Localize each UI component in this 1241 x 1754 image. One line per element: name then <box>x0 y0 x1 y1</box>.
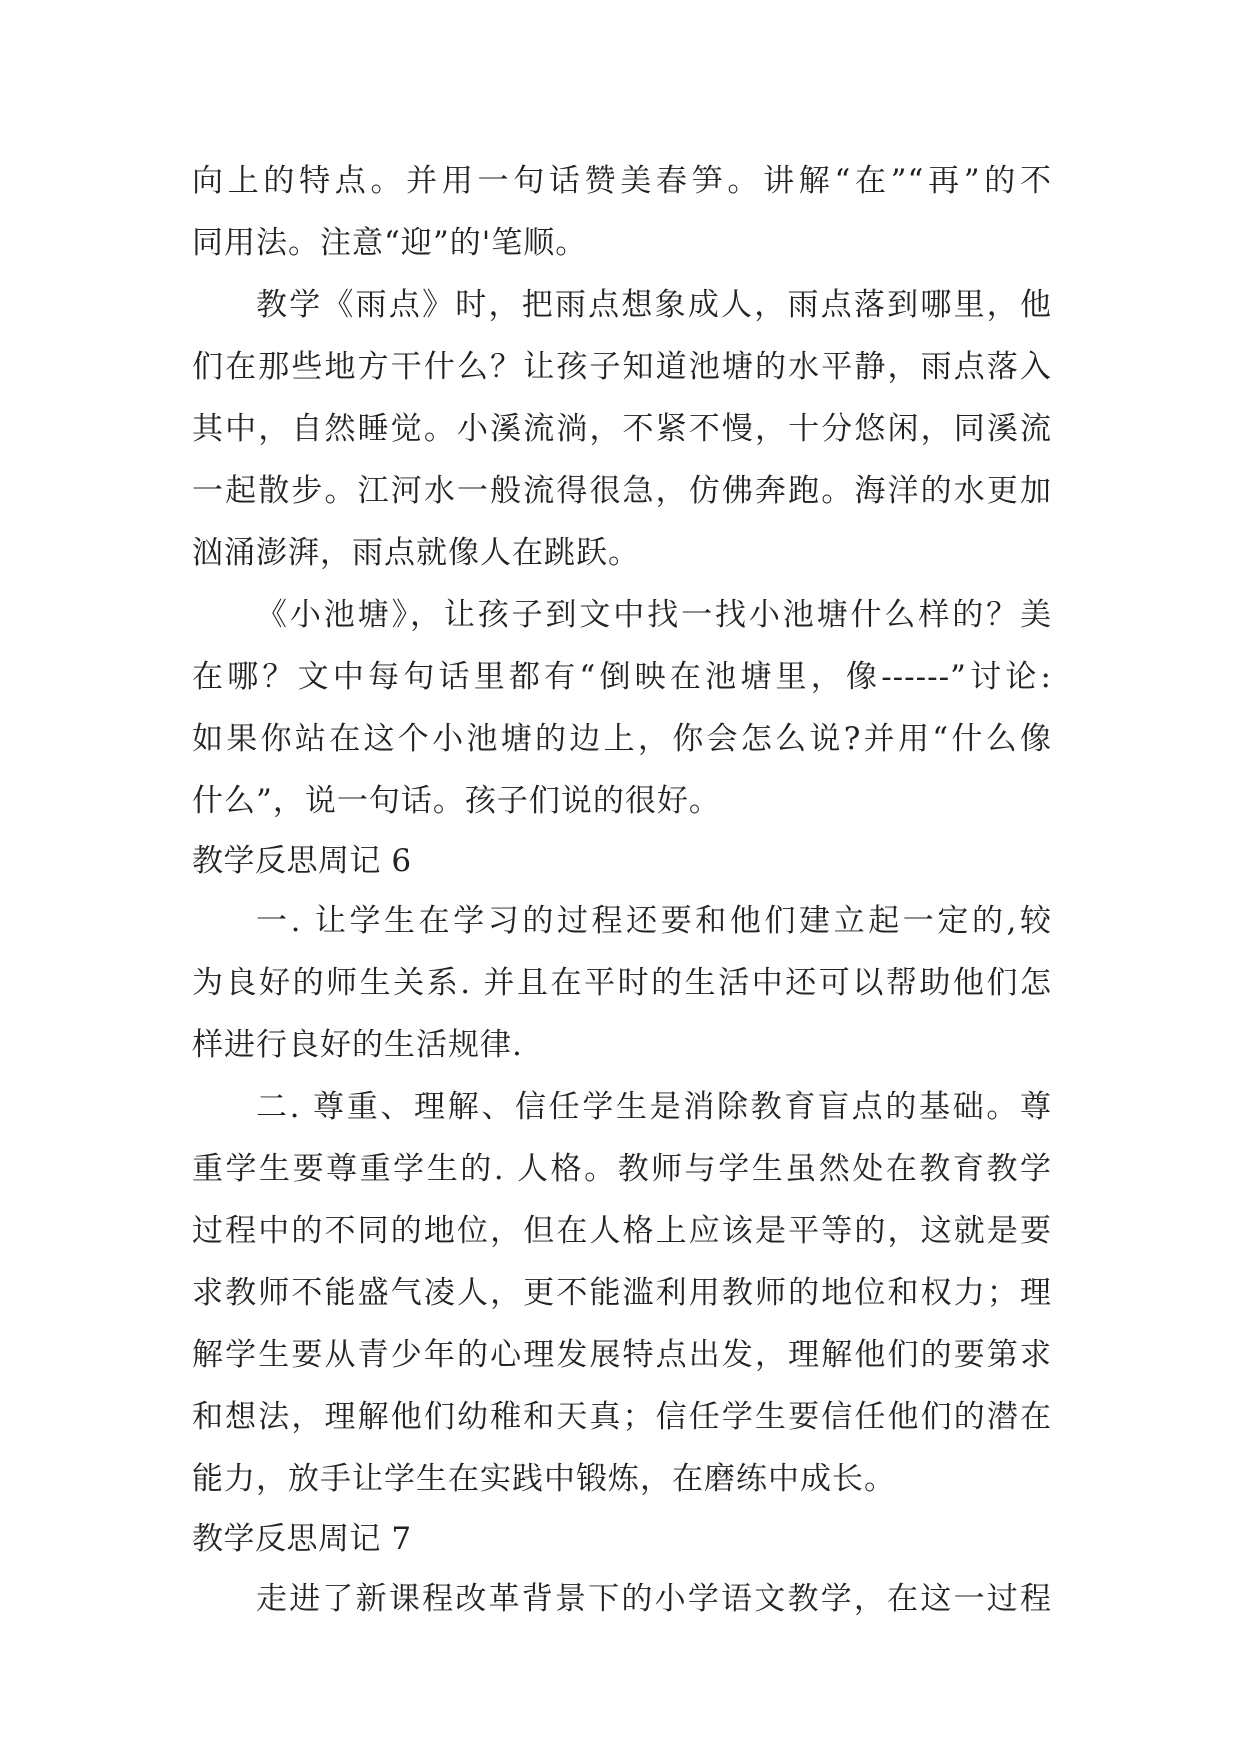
text-line: 求教师不能盛气凌人，更不能滥利用教师的地位和权力；理 <box>192 1275 1052 1311</box>
text-line: 和想法，理解他们幼稚和天真；信任学生要信任他们的潜在 <box>192 1399 1052 1435</box>
text-line: 过程中的不同的地位，但在人格上应该是平等的，这就是要 <box>192 1213 1052 1249</box>
text-line: 汹涌澎湃，雨点就像人在跳跃。 <box>192 535 640 571</box>
text-line: 二. 尊重、理解、信任学生是消除教育盲点的基础。尊 <box>256 1089 1052 1125</box>
paragraph <box>192 890 1052 1076</box>
paragraph <box>192 1076 1052 1510</box>
text-line: 为良好的师生关系. 并且在平时的生活中还可以帮助他们怎 <box>192 965 1052 1001</box>
text-line: 《小池塘》，让孩子到文中找一找小池塘什么样的？美 <box>256 597 1052 633</box>
paragraph <box>192 1568 1052 1630</box>
text-line: 向上的特点。并用一句话赞美春笋。讲解“在”“再”的不 <box>192 163 1052 199</box>
text-line: 走进了新课程改革背景下的小学语文教学，在这一过程 <box>256 1581 1052 1617</box>
text-line: 一. 让学生在学习的过程还要和他们建立起一定的,较 <box>256 903 1052 939</box>
text-line: 能力，放手让学生在实践中锻炼，在磨练中成长。 <box>192 1461 896 1497</box>
text-line: 教学《雨点》时，把雨点想象成人，雨点落到哪里，他 <box>256 287 1052 323</box>
paragraph <box>192 150 1052 274</box>
text-line: 同用法。注意“迎”的'笔顺。 <box>192 225 588 261</box>
text-line: 在哪？文中每句话里都有“倒映在池塘里，像------”讨论: <box>192 659 1052 695</box>
text-line: 样进行良好的生活规律. <box>192 1027 523 1063</box>
text-line: 一起散步。江河水一般流得很急，仿佛奔跑。海洋的水更加 <box>192 473 1052 509</box>
section-heading: 教学反思周记 7 <box>192 1521 412 1557</box>
paragraph <box>192 584 1052 832</box>
document-body <box>192 150 1052 1630</box>
text-line: 解学生要从青少年的心理发展特点出发，理解他们的要第求 <box>192 1337 1052 1373</box>
text-line: 重学生要尊重学生的. 人格。教师与学生虽然处在教育教学 <box>192 1151 1052 1187</box>
paragraph <box>192 274 1052 584</box>
section-heading: 教学反思周记 6 <box>192 843 412 879</box>
text-line: 什么”，说一句话。孩子们说的很好。 <box>192 783 721 819</box>
text-line: 其中，自然睡觉。小溪流淌，不紧不慢，十分悠闲，同溪流 <box>192 411 1052 447</box>
text-line: 如果你站在这个小池塘的边上，你会怎么说?并用“什么像 <box>192 721 1052 757</box>
text-line: 们在那些地方干什么？让孩子知道池塘的水平静，雨点落入 <box>192 349 1052 385</box>
